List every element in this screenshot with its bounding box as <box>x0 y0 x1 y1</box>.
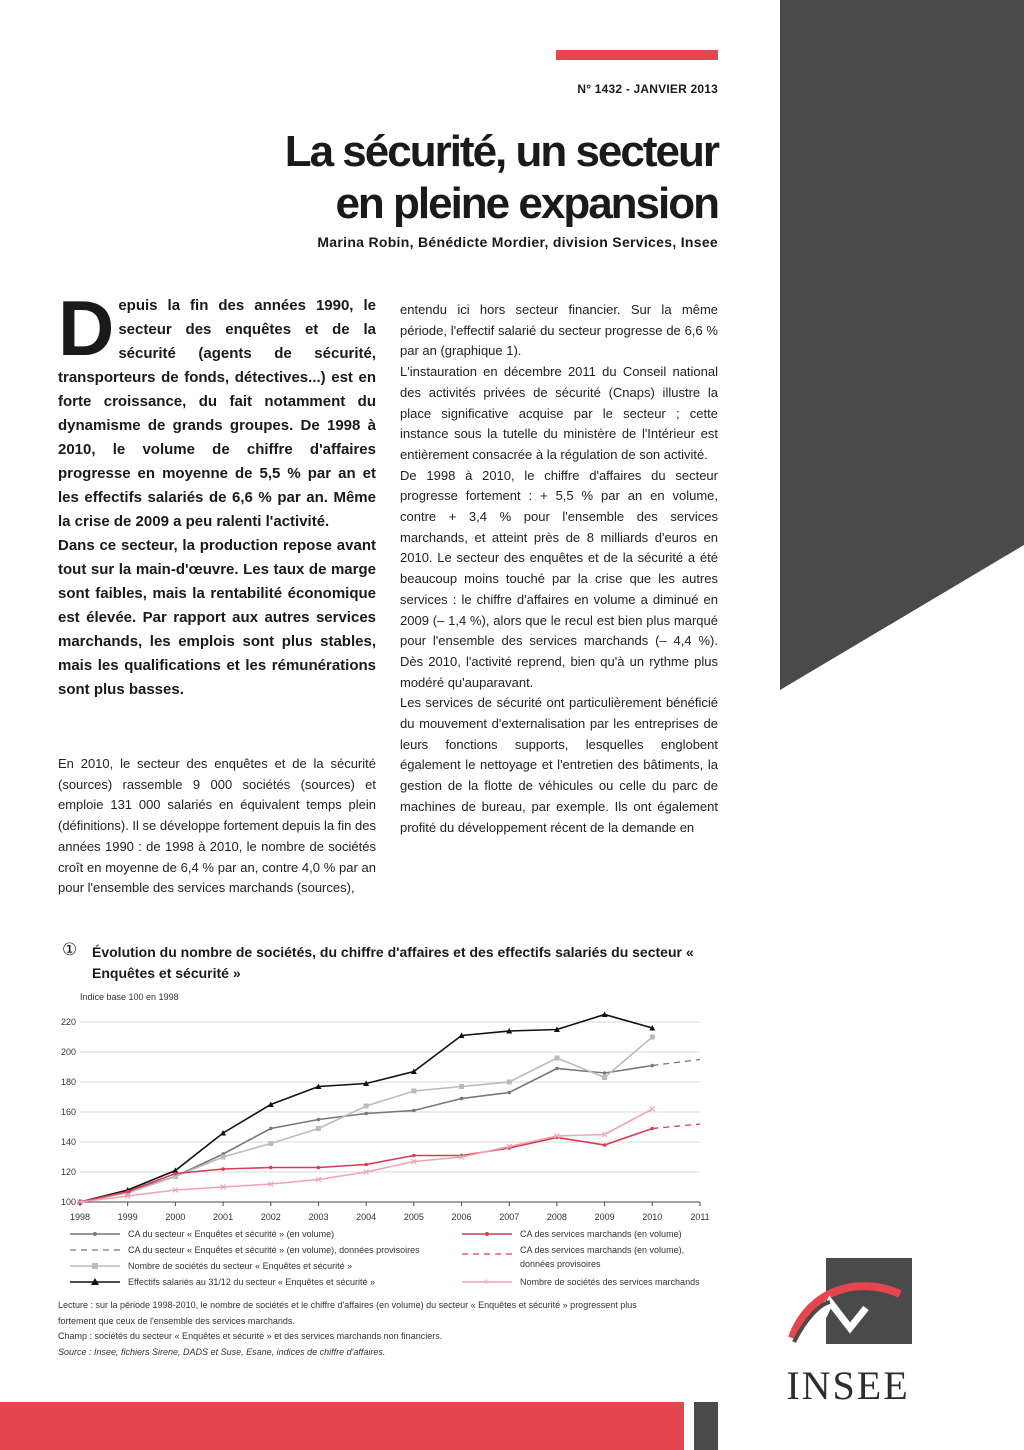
lead-text-1: epuis la fin des années 1990, le secteur des enquêtes et de la sécurité (agents de sécurité, transporteurs de fonds, détectives...) est en forte croissance, du fait notamment du dynamisme de grands groupes. De 1998 à 2010, le volume de chiffre d'affaires progresse en moyenne de 5,5 % par an et les effectifs salariés de 6,6 % par an. Même la crise de 2009 a peu ralenti l'activité. <box>58 297 376 530</box>
y-tick-label: 220 <box>60 1017 76 1027</box>
data-point <box>221 1167 225 1171</box>
legend-item: Nombre de sociétés du secteur « Enquêtes et sécurité » <box>128 1261 353 1271</box>
y-axis-label: Indice base 100 en 1998 <box>80 992 179 1002</box>
x-tick-label: 2005 <box>403 1212 424 1222</box>
note-reading-cont: fortement que ceux de l'ensemble des services marchands. <box>58 1315 295 1326</box>
x-tick-labels <box>70 1212 710 1222</box>
x-tick-label: 2009 <box>594 1212 615 1222</box>
page-title <box>198 126 718 230</box>
note-scope: Champ : sociétés du secteur « Enquêtes et sécurité » et des services marchands non financiers. <box>58 1331 443 1341</box>
insee-premiere-band <box>780 0 1024 690</box>
data-point <box>459 1084 464 1089</box>
body-paragraph: De 1998 à 2010, le chiffre d'affaires du secteur progresse fortement : + 5,5 % par an en volume, contre + 3,4 % pour l'ensemble des services marchands, et atteint près de 8 milliards d'euros en 2010. Le secteur des enquêtes et de la sécurité a été beaucoup moins touché par la crise que les autres services : le chiffre d'affaires en volume a diminué en 2009 (– 1,4 %), alors que le recul est bien plus marqué pour l'ensemble des services marchands (– 4,4 %). Dès 2010, l'activité reprend, bien qu'à un rythme plus modéré qu'auparavant. <box>400 467 718 690</box>
data-point <box>364 1163 368 1167</box>
x-tick-label: 2001 <box>213 1212 234 1222</box>
legend-marker <box>93 1232 97 1236</box>
data-point <box>317 1118 321 1122</box>
y-tick-label: 160 <box>60 1107 76 1117</box>
legend-marker <box>92 1263 98 1269</box>
x-tick-label: 2006 <box>451 1212 472 1222</box>
header-accent-bar <box>556 50 718 60</box>
data-point <box>507 1091 511 1095</box>
legend-marker <box>485 1232 489 1236</box>
legend-item: Nombre de sociétés des services marchands <box>520 1277 700 1287</box>
data-point <box>602 1075 607 1080</box>
chart-series <box>77 1012 700 1205</box>
data-point <box>650 1035 655 1040</box>
y-tick-label: 100 <box>60 1197 76 1207</box>
band-background <box>780 0 1024 690</box>
data-point <box>603 1071 607 1075</box>
body-column-1 <box>58 754 376 899</box>
y-tick-label: 180 <box>60 1077 76 1087</box>
issue-number: N° 1432 - JANVIER 2013 <box>577 82 718 96</box>
line-chart <box>58 990 728 1290</box>
x-tick-label: 2008 <box>546 1212 567 1222</box>
authors: Marina Robin, Bénédicte Mordier, division Services, Insee <box>317 234 718 250</box>
lead-column <box>58 284 376 702</box>
data-point <box>603 1143 607 1147</box>
data-point <box>269 1166 273 1170</box>
data-point <box>126 1190 130 1194</box>
legend-item: CA des services marchands (en volume) <box>520 1229 682 1239</box>
data-point <box>174 1172 178 1176</box>
body-paragraph: En 2010, le secteur des enquêtes et de la sécurité (sources) rassemble 9 000 sociétés (sources) et emploie 131 000 salariés en équivalent temps plein (définitions). Il se développe fortement depuis la fin des années 1990 : de 1998 à 2010, le nombre de sociétés croît en moyenne de 6,4 % par an, contre 4,0 % par an pour l'ensemble des services marchands (sources), <box>58 756 376 896</box>
data-point <box>364 1112 368 1116</box>
data-point <box>555 1067 559 1071</box>
figure-title: Évolution du nombre de sociétés, du chiffre d'affaires et des effectifs salariés du secteur « Enquêtes et sécurité » <box>92 944 694 981</box>
body-paragraph: Les services de sécurité ont particulièrement bénéficié du mouvement d'externalisation par les entreprises de leurs fonctions supports, lesquelles englobent également le nettoyage et l'entretien des bâtiments, la gestion de la flotte de véhicules ou celle du parc de machines de bureau, par exemple. Ils ont également profité du développement récent de la demande en <box>400 695 718 835</box>
x-tick-label: 1998 <box>69 1212 91 1222</box>
insee-logo-text: INSEE <box>786 1363 910 1408</box>
data-point <box>412 1154 416 1158</box>
x-tick-label: 1999 <box>117 1212 138 1222</box>
data-point <box>460 1097 464 1101</box>
data-point <box>602 1012 608 1018</box>
x-tick-label: 2011 <box>690 1212 710 1222</box>
data-point <box>507 1080 512 1085</box>
footer-accent-bar <box>0 1402 684 1450</box>
y-tick-label: 120 <box>60 1167 76 1177</box>
data-point <box>317 1166 321 1170</box>
body-paragraph: entendu ici hors secteur financier. Sur la même période, l'effectif salarié du secteur progresse de 6,6 % par an (graphique 1). <box>400 302 718 359</box>
x-tick-label: 2010 <box>642 1212 663 1222</box>
lead-paragraph-1 <box>58 284 376 534</box>
footer-dark-bar <box>694 1402 718 1450</box>
series-line <box>652 1124 700 1129</box>
figure-number: ① <box>62 940 78 959</box>
series-line <box>652 1060 700 1066</box>
y-tick-labels <box>61 1017 76 1207</box>
legend <box>70 1229 700 1288</box>
body-column-2 <box>400 300 718 838</box>
data-point <box>650 1107 655 1112</box>
note-source: Source : Insee, fichiers Sirene, DADS et Suse, Esane, indices de chiffre d'affaires. <box>58 1346 386 1357</box>
x-tick-label: 2000 <box>165 1212 186 1222</box>
body-paragraph: L'instauration en décembre 2011 du Conseil national des activités privées de sécurité (Cnaps) illustre la place significative acquise par le secteur ; cette instance sous la tutelle du ministère de l'Intérieur est entièrement consacrée à la régulation de son activité. <box>400 364 718 462</box>
data-point <box>221 1155 226 1160</box>
data-point <box>411 1089 416 1094</box>
series-line <box>80 1109 652 1202</box>
lead-paragraph-2: Dans ce secteur, la production repose avant tout sur la main-d'œuvre. Les taux de marge sont faibles, mais la rentabilité économique est élevée. Par rapport aux autres services marchands, les emplois sont plus stables, mais les qualifications et les rémunérations sont plus basses. <box>58 537 376 698</box>
figure-notes <box>58 1298 718 1360</box>
legend-item: CA des services marchands (en volume), <box>520 1245 685 1255</box>
data-point <box>412 1109 416 1113</box>
legend-item: CA du secteur « Enquêtes et sécurité » (en volume), données provisoires <box>128 1245 420 1255</box>
legend-marker: × <box>483 1277 489 1288</box>
legend-item: données provisoires <box>520 1259 601 1269</box>
y-tick-label: 200 <box>60 1047 76 1057</box>
drop-cap: D <box>58 284 115 372</box>
x-tick-label: 2002 <box>260 1212 281 1222</box>
legend-item: Effectifs salariés au 31/12 du secteur « Enquêtes et sécurité » <box>128 1277 375 1287</box>
data-point <box>316 1126 321 1131</box>
y-tick-label: 140 <box>60 1137 76 1147</box>
title-line-2: en pleine expansion <box>335 179 718 228</box>
data-point <box>268 1141 273 1146</box>
legend-item: CA du secteur « Enquêtes et sécurité » (en volume) <box>128 1229 335 1239</box>
x-tick-label: 2004 <box>356 1212 377 1222</box>
title-line-1: La sécurité, un secteur <box>284 127 718 176</box>
data-point <box>364 1104 369 1109</box>
x-tick-label: 2007 <box>499 1212 520 1222</box>
data-point <box>269 1127 273 1131</box>
note-reading: Lecture : sur la période 1998-2010, le nombre de sociétés et le chiffre d'affaires (en volume) du secteur « Enquêtes et sécurité » progressent plus <box>58 1300 637 1310</box>
data-point <box>554 1056 559 1061</box>
x-tick-label: 2003 <box>308 1212 329 1222</box>
